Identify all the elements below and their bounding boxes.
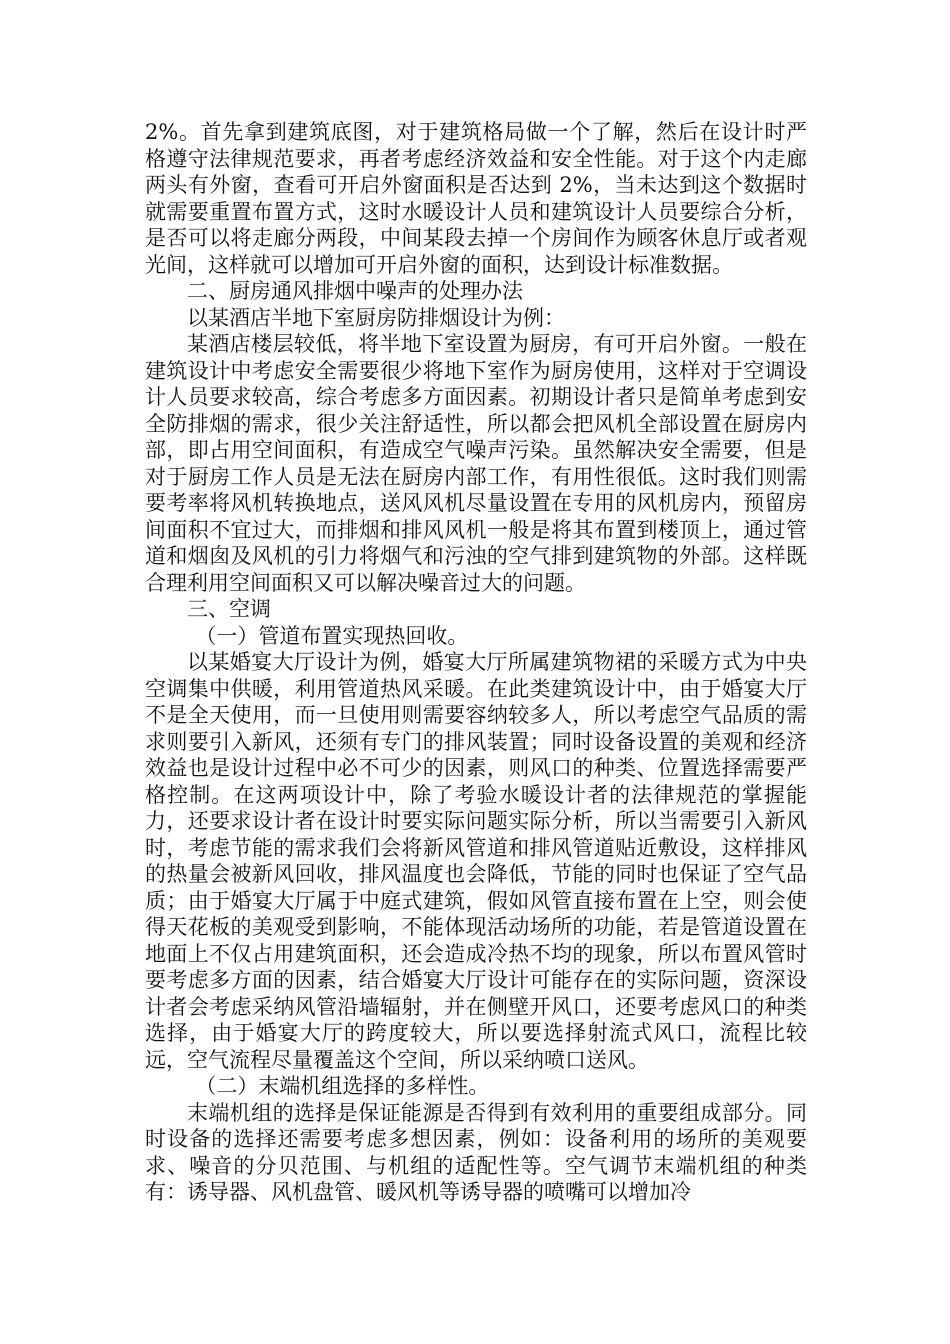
section-heading-ac: 三、空调: [187, 597, 271, 621]
subheading-duct-layout: （一）管道布置实现热回收。: [195, 623, 469, 648]
section-heading-kitchen: 二、厨房通风排烟中噪声的处理办法: [187, 279, 523, 303]
paragraph-terminal-body: 末端机组的选择是保证能源是否得到有效利用的重要组成部分。同时设备的选择还需要考虑多想因素，例如：设备利用的场所的美观要求、噪音的分贝范围、与机组的适配性等。空气调节末端机组的种类有：诱导器、风机盘管、暖风机等诱导器的喷嘴可以增加冷: [145, 1100, 807, 1204]
document-body: [145, 119, 807, 1206]
paragraph-duct-body: 以某婚宴大厅设计为例，婚宴大厅所属建筑物裙的采暖方式为中央空调集中供暖，利用管道热风采暖。在此类建筑设计中，由于婚宴大厅不是全天使用，而一旦使用则需要容纳较多人，所以考虑空气品质的需求则要引入新风，还须有专门的排风装置；同时设备设置的美观和经济效益也是设计过程中必不可少的因素，则风口的种类、位置选择需要严格控制。在这两项设计中，除了考验水暖设计者的法律规范的掌握能力，还要求设计者在设计时要实际问题实际分析，所以当需要引入新风时，考虑节能的需求我们会将新风管道和排风管道贴近敷设，这样排风的热量会被新风回收，排风温度也会降低，节能的同时也保证了空气品质；由于婚宴大厅属于中庭式建筑，假如风管直接布置在上空，则会使得天花板的美观受到影响，不能体现活动场所的功能，若是管道设置在地面上不仅占用建筑面积，还会造成冷热不均的现象，所以布置风管时要考虑多方面的因素，结合婚宴大厅设计可能存在的实际问题，资深设计者会考虑采纳风管沿墙辐射，并在侧壁开风口，还要考虑风口的种类选择，由于婚宴大厅的跨度较大，所以要选择射流式风口，流程比较远，空气流程尽量覆盖这个空间，所以采纳喷口送风。: [145, 650, 807, 1072]
subheading-terminal-units: （二）末端机组选择的多样性。: [195, 1074, 490, 1098]
paragraph-kitchen-example: 以某酒店半地下室厨房防排烟设计为例：: [187, 305, 565, 330]
paragraph-kitchen-body: 某酒店楼层较低，将半地下室设置为厨房，有可开启外窗。一般在建筑设计中考虑安全需要很少将地下室作为厨房使用，这样对于空调设计人员要求较高，综合考虑多方面因素。初期设计者只是简单考虑到安全防排烟的需求，很少关注舒适性，所以都会把风机全部设置在厨房内部，即占用空间面积，有造成空气噪声污染。虽然解决安全需要，但是对于厨房工作人员是无法在厨房内部工作，有用性很低。这时我们则需要考率将风机转换地点，送风风机尽量设置在专用的风机房内，预留房间面积不宜过大，而排烟和排风风机一般是将其布置到楼顶上，通过管道和烟囱及风机的引力将烟气和污浊的空气排到建筑物的外部。这样既合理利用空间面积又可以解决噪音过大的问题。: [145, 332, 807, 595]
paragraph-intro: 2%。首先拿到建筑底图，对于建筑格局做一个了解，然后在设计时严格遵守法律规范要求，再者考虑经济效益和安全性能。对于这个内走廊两头有外窗，查看可开启外窗面积是否达到 2%，当未达到这个数据时就需要重置布置方式，这时水暖设计人员和建筑设计人员要综合分析，是否可以将走廊分两段，中间某段去掉一个房间作为顾客休息厅或者观光间，这样就可以增加可开启外窗的面积，达到设计标准数据。: [145, 120, 807, 277]
